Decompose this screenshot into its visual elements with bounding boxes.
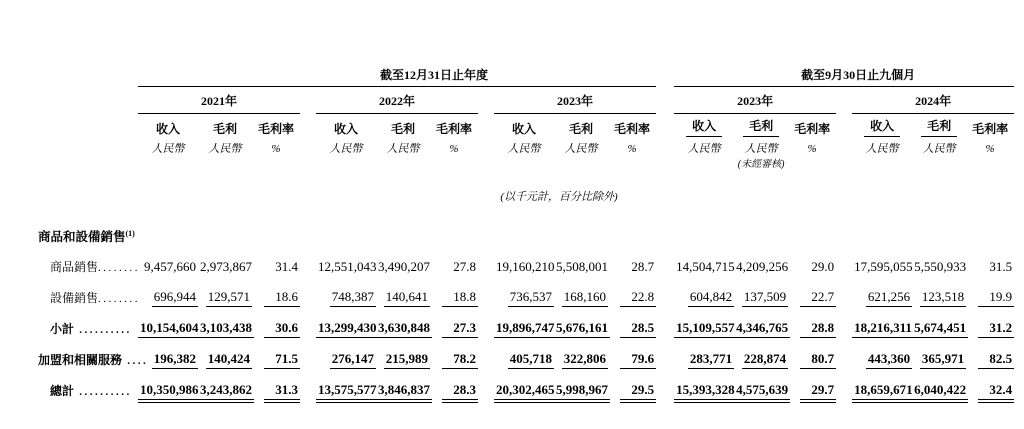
period-header-nine-months — [674, 58, 1014, 86]
value: 78.2 — [442, 351, 478, 369]
row-label: 小計 — [50, 322, 75, 336]
value-cell — [912, 250, 966, 281]
value: 276,147 — [330, 351, 376, 369]
unit-label — [912, 140, 966, 180]
unit-label — [788, 140, 836, 180]
value: 137,509 — [742, 289, 788, 307]
value-cell — [252, 343, 300, 374]
value-cell — [316, 281, 376, 312]
period-header-annual — [138, 58, 656, 86]
value: 19.9 — [978, 289, 1014, 307]
value-cell — [198, 312, 252, 343]
value: 79.6 — [620, 351, 656, 369]
value-cell — [788, 343, 836, 374]
value-cell — [316, 343, 376, 374]
column-gap — [300, 343, 316, 374]
value-cell — [912, 312, 966, 343]
value: 10,350,986 — [138, 382, 201, 400]
column-gap — [656, 113, 674, 140]
section-header-cell — [38, 208, 1014, 250]
value-cell — [554, 281, 608, 312]
value: 28.3 — [442, 382, 478, 400]
value-cell — [852, 343, 912, 374]
table-row — [38, 281, 1014, 312]
value-cell — [430, 312, 478, 343]
value-cell — [198, 343, 252, 374]
value: 405,718 — [508, 351, 554, 369]
value: 71.5 — [264, 351, 300, 369]
value: 15,393,328 — [674, 382, 737, 400]
value-cell — [852, 374, 912, 405]
value: 5,550,933 — [914, 259, 967, 274]
column-gap — [836, 140, 852, 180]
value: 18.6 — [264, 289, 300, 307]
column-gap — [656, 281, 674, 312]
unit-label-text: 人民幣 — [386, 143, 420, 155]
value-cell — [376, 250, 430, 281]
value: 4,209,256 — [736, 259, 789, 274]
value-cell — [734, 281, 788, 312]
value-cell — [430, 250, 478, 281]
value-cell — [138, 374, 198, 405]
value-cell — [788, 312, 836, 343]
column-header — [852, 113, 912, 140]
label-column-spacer — [38, 58, 138, 86]
footnote-ref: (1) — [125, 228, 135, 238]
year-header: 2024年 — [852, 86, 1014, 113]
value-cell — [674, 343, 734, 374]
unit-label-text: 人民幣 — [744, 143, 778, 155]
value: 30.6 — [264, 320, 300, 338]
column-gap — [478, 86, 494, 113]
period-header-nine-months-label: 截至9月30日止九個月 — [801, 67, 916, 82]
unit-label — [554, 140, 608, 180]
leader-dots: .... — [122, 355, 149, 367]
value: 28.5 — [620, 320, 656, 338]
section-header: 商品和設備銷售 — [38, 230, 126, 244]
value-cell — [734, 250, 788, 281]
unit-label-text: 人民幣 — [329, 143, 363, 155]
column-header — [734, 113, 788, 140]
unit-label — [430, 140, 478, 180]
value-cell — [734, 374, 788, 405]
value: 27.8 — [453, 259, 476, 274]
value-cell — [138, 250, 198, 281]
unit-label-row — [38, 140, 1014, 180]
unit-label — [376, 140, 430, 180]
value-cell — [734, 343, 788, 374]
unit-label — [198, 140, 252, 180]
row-label-cell — [38, 281, 141, 312]
unit-label — [138, 140, 198, 180]
column-header: 毛利率 — [614, 122, 651, 136]
column-gap — [300, 140, 316, 180]
value: 228,874 — [742, 351, 788, 369]
value-cell — [494, 281, 554, 312]
value-cell — [198, 281, 252, 312]
period-header-row — [38, 58, 1014, 86]
unit-label-text: 人民幣 — [151, 143, 185, 155]
value: 31.4 — [275, 259, 298, 274]
row-label: 總計 — [50, 384, 75, 398]
value: 322,806 — [562, 351, 608, 369]
column-gap — [836, 86, 852, 113]
row-label-cell — [38, 343, 149, 374]
row-label: 商品銷售 — [50, 260, 99, 274]
value: 29.7 — [800, 382, 836, 400]
value-cell — [138, 281, 198, 312]
value-cell — [608, 250, 656, 281]
label-column-spacer — [38, 140, 138, 180]
value-cell — [198, 250, 252, 281]
year-header: 2022年 — [316, 86, 478, 113]
units-note-row — [38, 180, 1014, 208]
column-gap — [478, 343, 494, 374]
value-cell — [788, 250, 836, 281]
value-cell — [316, 312, 376, 343]
value: 29.0 — [811, 259, 835, 274]
value-cell — [316, 250, 376, 281]
leader-dots: ........ — [98, 293, 141, 305]
value-cell — [608, 312, 656, 343]
value-cell — [966, 374, 1014, 405]
value-cell — [608, 374, 656, 405]
column-gap — [478, 140, 494, 180]
column-header: 收入 — [511, 122, 536, 136]
value-cell — [138, 312, 198, 343]
column-header-label: 毛利 — [743, 117, 779, 137]
value-cell — [912, 374, 966, 405]
value: 18.8 — [442, 289, 478, 307]
row-label-cell — [38, 312, 138, 343]
unit-label-text: 人民幣 — [564, 143, 598, 155]
row-label-cell — [38, 374, 138, 405]
unit-label-text: % — [449, 143, 459, 155]
unit-label — [608, 140, 656, 180]
unit-label-text: % — [985, 143, 995, 155]
value: 365,971 — [920, 351, 966, 369]
value-cell — [430, 374, 478, 405]
value: 13,575,577 — [316, 382, 379, 400]
value: 5,674,451 — [912, 320, 968, 338]
column-gap — [300, 86, 316, 113]
value-cell — [608, 281, 656, 312]
value-cell — [966, 343, 1014, 374]
value: 604,842 — [688, 289, 734, 307]
column-gap — [656, 312, 674, 343]
unit-label — [852, 140, 912, 180]
label-column-spacer — [38, 113, 138, 140]
column-gap — [656, 58, 674, 86]
value-cell — [376, 343, 430, 374]
value: 29.5 — [620, 382, 656, 400]
unaudited-note: (未經審核) — [737, 159, 785, 171]
leader-dots: ........ — [98, 262, 141, 274]
column-header-row — [38, 113, 1014, 140]
value: 123,518 — [920, 289, 966, 307]
value-cell — [252, 250, 300, 281]
value: 129,571 — [206, 289, 252, 307]
value: 4,346,765 — [734, 320, 790, 338]
unit-label-text: 人民幣 — [507, 143, 541, 155]
financial-results-table — [38, 58, 1014, 405]
column-header: 毛利率 — [435, 122, 472, 136]
value-cell — [376, 374, 430, 405]
column-header-label: 毛利 — [921, 117, 957, 137]
value: 13,299,430 — [316, 320, 379, 338]
label-column-spacer — [38, 86, 138, 113]
value-cell — [852, 281, 912, 312]
value-cell — [494, 343, 554, 374]
value: 18,659,671 — [852, 382, 915, 400]
value: 31.3 — [264, 382, 300, 400]
value: 5,676,161 — [554, 320, 610, 338]
unit-label-text: 人民幣 — [922, 143, 956, 155]
value-cell — [494, 250, 554, 281]
value: 215,989 — [384, 351, 430, 369]
table-row — [38, 374, 1014, 405]
column-gap — [836, 250, 852, 281]
value: 19,160,210 — [496, 259, 555, 274]
value: 28.8 — [800, 320, 836, 338]
value-cell — [376, 281, 430, 312]
value: 748,387 — [330, 289, 376, 307]
value: 3,103,438 — [198, 320, 254, 338]
period-header-annual-label: 截至12月31日止年度 — [380, 67, 489, 82]
value: 27.3 — [442, 320, 478, 338]
value-cell — [316, 374, 376, 405]
column-gap — [836, 312, 852, 343]
value-cell — [966, 250, 1014, 281]
column-gap — [300, 281, 316, 312]
column-header: 毛利率 — [794, 122, 831, 136]
value: 3,846,837 — [376, 382, 432, 400]
value: 22.7 — [800, 289, 836, 307]
value-cell — [198, 374, 252, 405]
column-gap — [836, 374, 852, 405]
unit-label — [494, 140, 554, 180]
value-cell — [554, 343, 608, 374]
value-cell — [252, 312, 300, 343]
column-gap — [478, 281, 494, 312]
value-cell — [734, 312, 788, 343]
value: 736,537 — [508, 289, 554, 307]
value-cell — [494, 312, 554, 343]
column-gap — [656, 374, 674, 405]
column-gap — [300, 374, 316, 405]
year-header: 2023年 — [674, 86, 836, 113]
unit-label-text: 人民幣 — [865, 143, 899, 155]
column-header-label: 收入 — [864, 117, 900, 137]
value-cell — [608, 343, 656, 374]
value-cell — [252, 374, 300, 405]
value-cell — [674, 281, 734, 312]
table-row — [38, 250, 1014, 281]
unit-label-text: 人民幣 — [208, 143, 242, 155]
column-gap — [656, 86, 674, 113]
column-header: 收入 — [155, 122, 180, 136]
label-column-spacer — [38, 180, 138, 208]
value: 32.4 — [978, 382, 1014, 400]
units-note-cell — [138, 180, 1014, 208]
value: 5,508,001 — [556, 259, 608, 274]
year-header-row — [38, 86, 1014, 113]
value: 10,154,604 — [138, 320, 201, 338]
value-cell — [494, 374, 554, 405]
value: 3,243,862 — [198, 382, 254, 400]
value: 140,424 — [206, 351, 252, 369]
value-cell — [966, 281, 1014, 312]
leader-dots: .......... — [74, 324, 132, 336]
value-cell — [430, 281, 478, 312]
unit-label-text: 人民幣 — [687, 143, 721, 155]
value-cell — [852, 312, 912, 343]
value: 6,040,422 — [912, 382, 968, 400]
value: 283,771 — [688, 351, 734, 369]
value: 3,490,207 — [378, 259, 430, 274]
unit-label-text: % — [627, 143, 637, 155]
column-gap — [836, 113, 852, 140]
value-cell — [852, 250, 912, 281]
value-cell — [252, 281, 300, 312]
value: 17,595,055 — [854, 259, 913, 274]
value: 2,973,867 — [200, 259, 252, 274]
value: 5,998,967 — [554, 382, 610, 400]
value-cell — [554, 312, 608, 343]
column-gap — [300, 250, 316, 281]
column-header — [912, 113, 966, 140]
column-gap — [478, 374, 494, 405]
column-header — [674, 113, 734, 140]
unit-label — [734, 140, 788, 180]
value: 196,382 — [152, 351, 198, 369]
value: 3,630,848 — [376, 320, 432, 338]
value: 80.7 — [800, 351, 836, 369]
unit-label — [966, 140, 1014, 180]
column-header: 毛利 — [212, 122, 237, 136]
column-gap — [656, 343, 674, 374]
value-cell — [674, 374, 734, 405]
value-cell — [674, 250, 734, 281]
value: 31.5 — [989, 259, 1013, 274]
column-gap — [656, 140, 674, 180]
column-gap — [478, 113, 494, 140]
column-header: 毛利率 — [257, 122, 294, 136]
column-gap — [300, 312, 316, 343]
unit-label-text: % — [271, 143, 281, 155]
value-cell — [554, 374, 608, 405]
units-note: (以千元計，百分比除外) — [500, 191, 618, 203]
value: 19,896,747 — [494, 320, 557, 338]
value: 168,160 — [562, 289, 608, 307]
column-gap — [300, 113, 316, 140]
value-cell — [912, 343, 966, 374]
unit-label — [674, 140, 734, 180]
table-row — [38, 343, 1014, 374]
column-header-label: 收入 — [686, 117, 722, 137]
column-header: 毛利 — [390, 122, 415, 136]
column-header: 毛利 — [568, 122, 593, 136]
value: 621,256 — [866, 289, 912, 307]
value-cell — [554, 250, 608, 281]
column-gap — [478, 250, 494, 281]
value: 696,944 — [152, 289, 198, 307]
value-cell — [788, 374, 836, 405]
value: 4,575,639 — [734, 382, 790, 400]
unit-label-text: % — [807, 143, 817, 155]
value: 12,551,043 — [318, 259, 377, 274]
leader-dots: .......... — [74, 386, 132, 398]
value: 18,216,311 — [852, 320, 914, 338]
value: 22.8 — [620, 289, 656, 307]
column-header: 毛利率 — [972, 122, 1009, 136]
value: 31.2 — [978, 320, 1014, 338]
row-label-cell — [38, 250, 141, 281]
table-row — [38, 312, 1014, 343]
value: 14,504,715 — [676, 259, 735, 274]
value-cell — [788, 281, 836, 312]
section-header-row — [38, 208, 1014, 250]
value-cell — [430, 343, 478, 374]
value: 443,360 — [866, 351, 912, 369]
value-cell — [674, 312, 734, 343]
value-cell — [376, 312, 430, 343]
value: 140,641 — [384, 289, 430, 307]
value: 20,302,465 — [494, 382, 557, 400]
unit-label — [316, 140, 376, 180]
value-cell — [966, 312, 1014, 343]
column-gap — [836, 343, 852, 374]
column-header: 收入 — [333, 122, 358, 136]
value: 15,109,557 — [674, 320, 737, 338]
row-label: 加盟和相關服務 — [38, 353, 123, 367]
year-header: 2021年 — [138, 86, 300, 113]
row-label: 設備銷售 — [50, 291, 99, 305]
unit-label — [252, 140, 300, 180]
value-cell — [912, 281, 966, 312]
column-gap — [478, 312, 494, 343]
year-header: 2023年 — [494, 86, 656, 113]
value: 82.5 — [978, 351, 1014, 369]
value: 9,457,660 — [144, 259, 196, 274]
value: 28.7 — [631, 259, 655, 274]
column-gap — [656, 250, 674, 281]
column-gap — [836, 281, 852, 312]
